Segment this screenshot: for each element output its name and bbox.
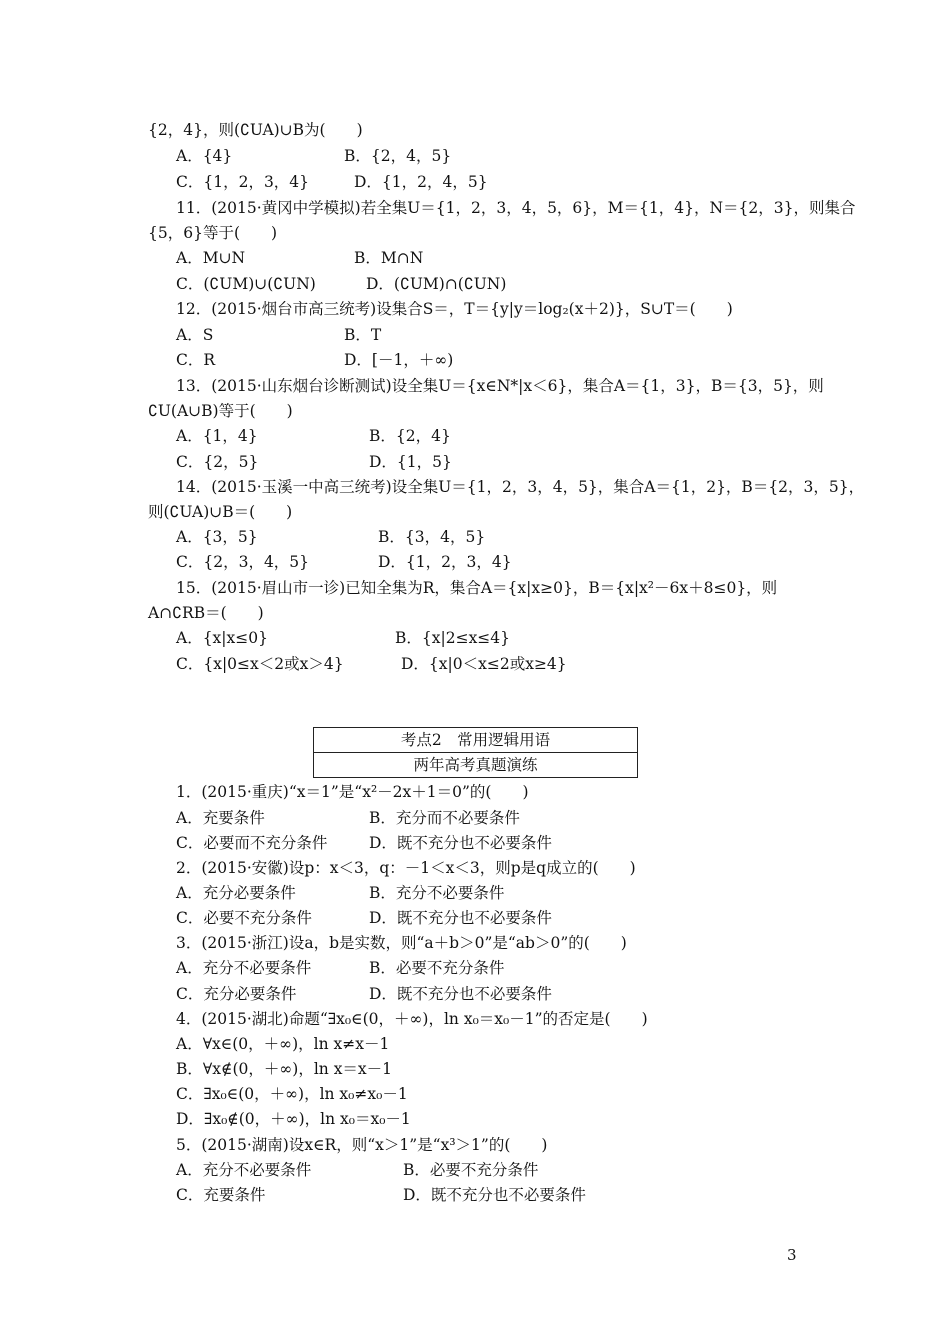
section-title: 考点2 常用逻辑用语 (400, 731, 551, 749)
text-line: 14．(2015·玉溪一中高三统考)设全集U＝{1，2，3，4，5}，集合A＝{1，2}，B＝{2，3，5}， (176, 478, 865, 496)
text-line: B．{x|2≤x≤4} (395, 629, 511, 647)
text-line: C．{1，2，3，4} (176, 173, 310, 191)
text-line: B．{3，4，5} (378, 528, 486, 546)
text-line: 则(∁UA)∪B＝( ) (148, 503, 293, 521)
text-line: 2．(2015·安徽)设p：x＜3，q：－1＜x＜3，则p是q成立的( ) (176, 859, 636, 877)
text-line: 5．(2015·湖南)设x∈R，则“x＞1”是“x³＞1”的( ) (176, 1136, 548, 1154)
text-line: C．R (176, 351, 216, 369)
text-line: A．充分必要条件 (176, 884, 296, 902)
text-line: A．充分不必要条件 (176, 1161, 312, 1179)
text-line: B．∀x∉(0，＋∞)，ln x＝x－1 (176, 1060, 393, 1078)
text-line: D．既不充分也不必要条件 (403, 1186, 586, 1204)
text-line: A．M∪N (176, 249, 246, 267)
text-line: D．既不充分也不必要条件 (369, 909, 552, 927)
text-line: B．T (344, 326, 382, 344)
text-line: C．必要而不充分条件 (176, 834, 328, 852)
text-line: 15．(2015·眉山市一诊)已知全集为R，集合A＝{x|x≥0}，B＝{x|x²－6x＋8≤0}，则 (176, 579, 778, 597)
text-line: D．(∁UM)∩(∁UN) (366, 275, 507, 293)
text-line: {2，4}，则(∁UA)∪B为( ) (148, 121, 363, 139)
text-line: D．{1，5} (369, 453, 452, 471)
text-line: 12．(2015·烟台市高三统考)设集合S＝，T＝{y|y＝log₂(x＋2)}，S∪T＝( ) (176, 300, 733, 318)
text-line: D．既不充分也不必要条件 (369, 834, 552, 852)
text-line: 11．(2015·黄冈中学模拟)若全集U＝{1，2，3，4，5，6}，M＝{1，4}，N＝{2，3}，则集合 (176, 199, 856, 217)
text-line: B．必要不充分条件 (369, 959, 505, 977)
text-line: B．M∩N (354, 249, 424, 267)
text-line: D．[－1，＋∞) (344, 351, 454, 369)
text-line: D．既不充分也不必要条件 (369, 985, 552, 1003)
text-line: A．充分不必要条件 (176, 959, 312, 977)
text-line: B．{2，4} (369, 427, 451, 445)
text-line: A．{1，4} (176, 427, 258, 445)
text-line: C．必要不充分条件 (176, 909, 312, 927)
text-line: A∩∁RB＝( ) (148, 604, 264, 622)
text-line: C．∃x₀∈(0，＋∞)，ln x₀≠x₀－1 (176, 1085, 408, 1103)
text-line: 4．(2015·湖北)命题“∃x₀∈(0，＋∞)，ln x₀＝x₀－1”的否定是( ) (176, 1010, 648, 1028)
text-line: D．∃x₀∉(0，＋∞)，ln x₀＝x₀－1 (176, 1110, 411, 1128)
text-line: ∁U(A∪B)等于( ) (148, 402, 293, 420)
section-subtitle: 两年高考真题演练 (314, 752, 637, 777)
text-line: D．{1，2，3，4} (378, 553, 512, 571)
text-line: A．{4} (176, 147, 233, 165)
text-line: D．{x|0＜x≤2或x≥4} (401, 655, 567, 673)
text-line: B．充分而不必要条件 (369, 809, 520, 827)
text-line: 3．(2015·浙江)设a，b是实数，则“a＋b＞0”是“ab＞0”的( ) (176, 934, 627, 952)
text-line: 1．(2015·重庆)“x＝1”是“x²－2x＋1＝0”的( ) (176, 783, 529, 801)
text-line: C．充要条件 (176, 1186, 266, 1204)
text-line: A．∀x∈(0，＋∞)，ln x≠x－1 (176, 1035, 390, 1053)
page-number: 3 (787, 1246, 797, 1264)
text-line: C．{2，5} (176, 453, 259, 471)
text-line: A．{3，5} (176, 528, 258, 546)
text-line: B．充分不必要条件 (369, 884, 505, 902)
text-line: A．充要条件 (176, 809, 265, 827)
text-line: A．{x|x≤0} (176, 629, 268, 647)
text-line: C．(∁UM)∪(∁UN) (176, 275, 316, 293)
text-line: C．充分必要条件 (176, 985, 297, 1003)
text-line: {5，6}等于( ) (148, 224, 278, 242)
section-header-box (313, 727, 638, 778)
text-line: A．S (176, 326, 214, 344)
text-line: B．{2，4，5} (344, 147, 452, 165)
text-line: B．必要不充分条件 (403, 1161, 539, 1179)
text-line: C．{2，3，4，5} (176, 553, 310, 571)
text-line: C．{x|0≤x＜2或x＞4} (176, 655, 344, 673)
text-line: D．{1，2，4，5} (354, 173, 488, 191)
text-line: 13．(2015·山东烟台诊断测试)设全集U＝{x∈N*|x＜6}，集合A＝{1，3}，B＝{3，5}，则 (176, 377, 824, 395)
